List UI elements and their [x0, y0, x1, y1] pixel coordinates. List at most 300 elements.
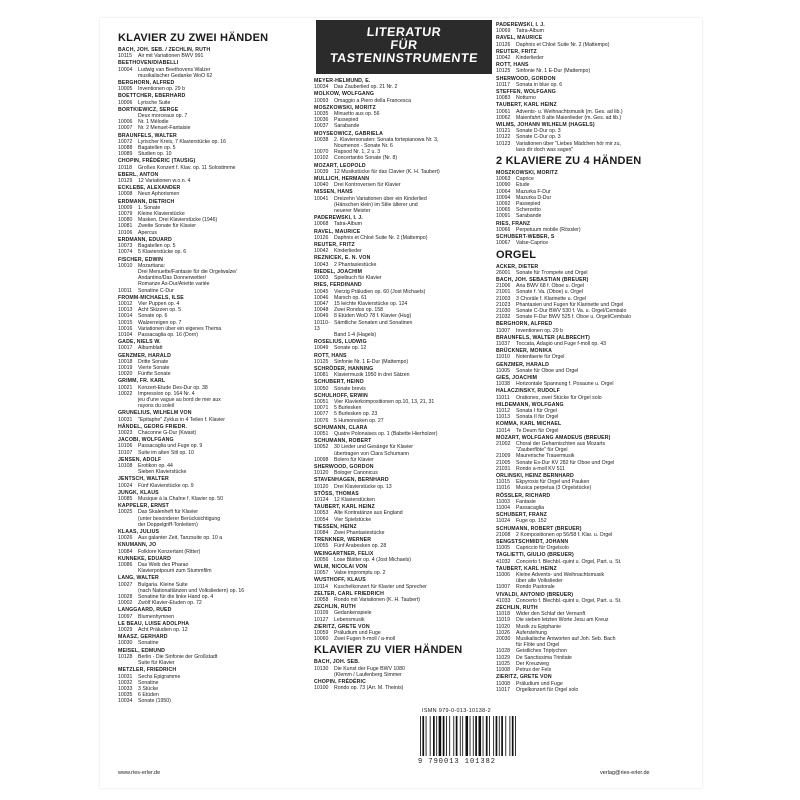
catalog-number: 10051: [314, 398, 329, 405]
work-row: [118, 151, 296, 157]
catalog-number: 10009: [118, 204, 133, 211]
work-title: Concerto f. Blechbl.-quint u. Orgel, Part. u. St.: [516, 597, 622, 604]
work-row: [496, 328, 692, 334]
catalog-number: 10060: [314, 636, 329, 643]
catalog-entry: [118, 237, 296, 256]
composer-name: SCHUMANN, ROBERT (BREUER): [496, 525, 582, 532]
catalog-number: 10107: [118, 449, 133, 456]
catalog-number: 10024: [118, 482, 133, 489]
work-row: [314, 617, 494, 623]
work-title: Sarabande: [516, 213, 542, 220]
catalog-number: 10010: [118, 262, 133, 269]
work-title: Noumenon - Sonate Nr. 6: [334, 143, 393, 150]
work-title: Blumenhymnen: [138, 613, 175, 620]
catalog-number: [118, 568, 138, 574]
work-row: [314, 484, 494, 490]
composer-name: STEFFEN, WOLFGANG: [496, 89, 556, 96]
work-row: [118, 345, 296, 351]
catalog-number: 41033: [496, 597, 511, 604]
work-row: [118, 230, 296, 236]
work-title: Kuschelkonzert für Klavier und Sprecher: [334, 583, 427, 590]
work-title: lass dir doch was sagen": [516, 146, 574, 153]
catalog-entry: [496, 321, 692, 333]
composer-name: RÖSSLER, RICHARD: [496, 492, 551, 499]
work-title: Das Skalenheft für Klavier: [138, 509, 198, 516]
catalog-number: 11024: [496, 518, 511, 525]
catalog-entry: [496, 221, 692, 233]
catalog-number: 10011: [118, 287, 133, 294]
work-title: Spielbuch für Klavier: [334, 275, 382, 282]
work-title: Lyrischer Kreis, 7 Klavierstücke op. 16: [138, 138, 227, 145]
catalog-number: 26001: [496, 269, 511, 276]
work-title: Suite im alten Stil op. 10: [138, 449, 194, 456]
work-title: Bulgaria. Kleine Suite: [138, 581, 188, 588]
work-title: rayons du soleil: [138, 403, 175, 410]
composer-name: LANG, WALTER: [118, 575, 159, 582]
composer-name: MULLICH, HERMANN: [314, 176, 370, 183]
work-title: Kleine Advents- und Weihnachtsmusik: [516, 572, 605, 579]
catalog-number: 10057: [314, 570, 329, 577]
catalog-entry: [118, 378, 296, 409]
work-row: [314, 84, 494, 90]
work-title: Fünf Klavierstücke op. 9: [138, 482, 194, 489]
work-row: [314, 123, 494, 129]
work-title: Romanze As-Dur/Ariette variée: [138, 281, 210, 288]
work-title: Concerto f. Blechbl.-quint u. Orgel, Part. u. St.: [516, 558, 622, 565]
work-title: Suite für Klavier: [138, 660, 175, 667]
catalog-number: 10093: [314, 97, 329, 104]
section-heading: KLAVIER ZU VIER HÄNDEN: [314, 644, 463, 657]
composer-name: GENZMER, HARALD: [118, 352, 171, 359]
composer-name: BORTKIEWICZ, SERGE: [118, 106, 179, 113]
catalog-number: 10120: [314, 483, 329, 490]
composer-name: STÖSS, THOMAS: [314, 490, 359, 497]
footer-url[interactable]: www.ries-erler.de: [118, 770, 161, 776]
work-row: [496, 381, 692, 387]
catalog-entry: [496, 335, 692, 347]
catalog-number: 10032: [118, 679, 133, 686]
work-title: Tatra-Album: [516, 28, 544, 35]
catalog-entry: [118, 556, 296, 575]
catalog-number: 10126: [496, 41, 511, 48]
catalog-entry: [118, 476, 296, 488]
catalog-number: 10002: [118, 600, 133, 607]
catalog-number: 10026: [118, 535, 133, 542]
catalog-entry: [314, 215, 494, 227]
work-title: Daphnis et Chloé Suite Nr. 2 (Mattempo): [334, 234, 428, 241]
work-row: [118, 430, 296, 436]
barcode-bar: [462, 716, 463, 756]
catalog-entry: [118, 60, 296, 79]
work-title: Mozartiana:: [138, 262, 166, 269]
catalog-number: 10004: [118, 66, 133, 73]
catalog-number: 21005: [496, 459, 511, 466]
catalog-number: 10035: [314, 111, 329, 118]
work-title: Berlin - Die Sinfonie der Großstadt: [138, 653, 218, 660]
catalog-number: 10020: [118, 371, 133, 378]
work-title: Sonatine C-Dur: [138, 287, 174, 294]
work-title: Sonate für Oboe und Orgel: [516, 367, 579, 374]
catalog-number: 21008: [496, 531, 511, 538]
column-middle: [314, 78, 494, 692]
composer-name: SHERWOOD, GORDON: [496, 75, 556, 82]
work-title: Sinfonie Nr. 1 E-Dur (Mattempo): [334, 358, 409, 365]
composer-name: SCHRÖDER, HANNING: [314, 365, 374, 372]
barcode-bar: [501, 716, 503, 756]
catalog-entry: [314, 255, 494, 267]
work-title: Vierzig Präludien op. 60 (Jost Michaels): [334, 288, 426, 295]
work-title: 3 Stücke: [138, 685, 159, 692]
catalog-number: 10041: [314, 195, 329, 202]
work-title: Sämtliche Sonaten und Sonatinen: [334, 319, 413, 326]
catalog-number: 10126: [314, 234, 329, 241]
catalog-number: 11005: [496, 367, 511, 374]
catalog-number: 10106: [118, 443, 133, 450]
work-row: [314, 169, 494, 175]
catalog-number: 11028: [496, 648, 511, 655]
catalog-number: 10109: [314, 610, 329, 617]
catalog-number: 10056: [314, 556, 329, 563]
catalog-number: 10108: [118, 463, 133, 469]
work-title: Sieben Klavierstücke: [138, 469, 187, 476]
catalog-number: 11026: [496, 629, 511, 636]
catalog-entry: [314, 353, 494, 365]
work-row: [118, 417, 296, 423]
work-row: [496, 341, 692, 347]
work-row: [118, 86, 296, 92]
composer-name: HILDEMANN, WOLFGANG: [496, 401, 564, 408]
catalog-number: [118, 403, 138, 409]
work-row: [496, 82, 692, 88]
work-title: Daphnis et Chloé Suite Nr. 2 (Mattempo): [516, 41, 610, 48]
barcode-bar: [439, 716, 442, 756]
work-title: 3 Choräle f. Klarinette u. Orgel: [516, 295, 587, 302]
work-title: Zwei Fugen h-moll / a-moll: [334, 636, 396, 643]
work-title: Gedankenspiele: [334, 610, 372, 617]
catalog-entry: [118, 172, 296, 184]
section-heading: ORGEL: [496, 248, 537, 261]
catalog-number: 10038: [314, 136, 329, 143]
catalog-number: 10006: [118, 119, 133, 126]
catalog-number: 10052: [314, 444, 329, 451]
catalog-entry: [496, 552, 692, 564]
work-title: Präludium und Fuge: [516, 680, 563, 687]
work-title: Mazurka D-Dur: [516, 194, 552, 201]
composer-name: KLAAS, JULIUS: [118, 529, 160, 536]
work-title: Vier Puppen op. 4: [138, 300, 180, 307]
barcode-number: 9 790013 101382: [418, 758, 497, 766]
work-title: Passacaglia: [516, 505, 544, 512]
composer-name: BACH, JOH. SEBASTIAN (BREUER): [496, 276, 589, 283]
composer-name: METZLER, FRIEDRICH: [118, 667, 177, 674]
barcode-bar: [483, 716, 484, 756]
work-title: Bolero für Klavier: [334, 456, 374, 463]
work-title: Die sieben letzten Worte Jesu am Kreuz: [516, 617, 609, 624]
work-row: [118, 568, 296, 574]
catalog-number: 10068: [314, 221, 329, 228]
work-title: Alte Kontratänze aus England: [334, 510, 403, 517]
catalog-entry: [314, 659, 494, 678]
work-row: [496, 559, 692, 565]
work-title: Advents- u. Weihnachtsmusik (m. Ges. ad lib.): [516, 108, 623, 115]
work-row: [118, 496, 296, 502]
work-row: [118, 100, 296, 106]
catalog-entry: [496, 388, 692, 400]
composer-name: RAVEL, MAURICE: [496, 35, 543, 42]
catalog-entry: [314, 438, 494, 463]
catalog-number: [314, 332, 334, 338]
work-title: Musique à la Chaîne f. Klavier op. 50: [138, 496, 224, 503]
work-title: Rondo a-moll KV 511: [516, 465, 565, 472]
work-title: Musica perpetua (3 Orgelstücke): [516, 485, 592, 492]
work-title: Etude: [516, 182, 530, 189]
work-title: Musikalische Antworten auf Joh. Seb. Bach: [516, 636, 616, 643]
catalog-entry: [314, 537, 494, 549]
catalog-number: 11017: [496, 686, 511, 693]
catalog-number: 21002: [496, 440, 511, 447]
work-title: Walzerreigen op. 7: [138, 319, 182, 326]
work-title: 12 Musikstücke für das Clavier (K. H. Taubert): [334, 168, 440, 175]
barcode-bar: [509, 716, 510, 756]
work-title: Sonatine: [138, 640, 159, 647]
catalog-entry: [496, 35, 692, 47]
composer-name: WEINGARTNER, FELIX: [314, 550, 374, 557]
work-row: [314, 470, 494, 476]
work-title: (unter besonderer Berücksichtigung: [138, 515, 221, 522]
catalog-number: 21031: [496, 465, 511, 472]
work-row: [496, 428, 692, 434]
work-row: [118, 600, 296, 606]
work-title: Fünfte Sonate: [138, 371, 171, 378]
catalog-number: 10033: [118, 685, 133, 692]
barcode: [418, 716, 518, 756]
catalog-number: 10080: [118, 217, 133, 224]
work-title: Passepied: [516, 201, 541, 208]
catalog-number: 10031: [118, 673, 133, 680]
work-row: [496, 584, 692, 590]
catalog-number: 10048: [314, 307, 329, 314]
catalog-entry: [496, 89, 692, 101]
catalog-entry: [496, 402, 692, 421]
work-row: [314, 530, 494, 536]
catalog-entry: [496, 592, 692, 604]
composer-name: RIEDEL, JOACHIM: [314, 268, 363, 275]
catalog-entry: [496, 493, 692, 512]
work-title: Impression op. 164 Nr. 4: [138, 390, 195, 397]
catalog-number: 10067: [496, 240, 511, 247]
catalog-number: [314, 208, 334, 214]
work-title: Passacaglia op. 16 (Dorn): [138, 331, 198, 338]
catalog-number: 10125: [314, 358, 329, 365]
work-row: [118, 660, 296, 666]
work-title: Rondo Pastorale: [516, 584, 555, 591]
work-title: Sonate brevis: [334, 385, 366, 392]
work-row: [496, 270, 692, 276]
catalog-number: 11006: [496, 572, 511, 579]
work-title: Quatre Polonaises op. 1 (Babette Hierholzer): [334, 430, 438, 437]
composer-name: MEYER-HELMUND, E.: [314, 78, 371, 84]
work-title: 5 Klavierstücke op. 6: [138, 249, 187, 256]
composer-name: SCHUMANN, CLARA: [314, 424, 368, 431]
composer-name: MOYSEOWICZ, GABRIELA: [314, 130, 383, 137]
work-title: Caprice: [516, 176, 534, 183]
work-row: [118, 73, 296, 79]
work-row: [496, 227, 692, 233]
work-row: [314, 248, 494, 254]
catalog-number: 10051: [314, 430, 329, 437]
work-title: Sonate für Trompete und Orgel: [516, 269, 588, 276]
catalog-number: 10091: [496, 213, 511, 220]
work-row: [314, 457, 494, 463]
catalog-number: 10115: [118, 53, 133, 60]
work-title: (nach Nationaltänzen und Volksliedern) op. 16: [138, 587, 245, 594]
catalog-entry: [118, 437, 296, 456]
catalog-number: 21030: [496, 307, 511, 314]
work-row: [314, 636, 494, 642]
work-title: Sonate Es-Dur KV 282 für Oboe und Orgel: [516, 459, 615, 466]
catalog-entry: [496, 170, 692, 220]
work-row: [118, 249, 296, 255]
work-row: [314, 208, 494, 214]
catalog-number: 10008: [118, 191, 133, 198]
catalog-number: 11020: [496, 623, 511, 630]
catalog-entry: [314, 591, 494, 603]
catalog-entry: [496, 435, 692, 472]
work-title: Sechs Epigramme: [138, 673, 181, 680]
work-title: 2 Kompositionen op 56/58 f. Klar. u. Orgel: [516, 531, 613, 538]
catalog-number: 10034: [118, 698, 133, 705]
work-row: [496, 518, 692, 524]
work-row: [496, 55, 692, 61]
catalog-number: 10031: [118, 416, 133, 423]
work-row: [496, 240, 692, 246]
work-row: [118, 53, 296, 59]
barcode-bar: [496, 716, 498, 756]
work-title: Sonate (1950): [138, 698, 171, 705]
composer-name: ZIERITZ, GRETE VON: [496, 674, 552, 681]
catalog-entry: [118, 199, 296, 236]
work-title: Kinderlieder: [516, 55, 544, 62]
composer-name: LANGGAARD, RUED: [118, 607, 172, 614]
work-title: Valse-Caprice: [516, 240, 549, 247]
catalog-number: [118, 660, 138, 666]
work-row: [496, 368, 692, 374]
catalog-entry: [496, 362, 692, 374]
catalog-entry: [118, 410, 296, 422]
composer-name: PADEREWSKI, I. J.: [314, 215, 363, 222]
work-title: Variationen über "Liebes Mädchen hör mir zu,: [516, 140, 621, 147]
footer-email[interactable]: verlag@ries-erler.de: [600, 770, 650, 776]
work-title: Lose Blätter op. 4 (Jost Michaels): [334, 556, 411, 563]
catalog-number: 10094: [496, 194, 511, 201]
barcode-bar: [453, 716, 454, 756]
catalog-number: 11003: [496, 498, 511, 505]
composer-name: SCHUBERT, FRANZ: [496, 512, 547, 519]
work-row: [314, 182, 494, 188]
work-row: [118, 535, 296, 541]
work-title: Omaggio a Piero della Francesca: [334, 97, 411, 104]
column-right: [496, 22, 692, 694]
composer-name: FISCHER, EDWIN: [118, 256, 164, 263]
work-title: Deux morceaux op. 7: [138, 113, 188, 120]
catalog-number: 10023: [118, 429, 133, 436]
catalog-number: 11011: [496, 394, 510, 401]
work-title: Bagatellen op. 5: [138, 145, 176, 152]
composer-name: SCHUBERT, HEINO: [314, 379, 364, 386]
catalog-number: 10036: [314, 117, 329, 124]
catalog-entry: [118, 353, 296, 378]
work-title: Studien op. 10: [138, 151, 172, 158]
composer-name: WILM, NICOLAI VON: [314, 564, 368, 571]
catalog-number: 10106: [118, 229, 133, 236]
barcode-bar: [430, 716, 431, 756]
catalog-number: 11029: [496, 654, 511, 661]
barcode-bar: [449, 716, 450, 756]
work-row: [314, 418, 494, 424]
catalog-entry: [314, 464, 494, 476]
work-title: 12 Variationen w.o.n. 4: [138, 178, 191, 185]
work-title: Der Kreuzweg: [516, 660, 549, 667]
catalog-number: [118, 522, 138, 528]
catalog-number: 10047: [314, 300, 329, 307]
catalog-entry: [118, 93, 296, 105]
catalog-number: 11019: [496, 617, 511, 624]
work-row: [314, 155, 494, 161]
catalog-number: 10130: [314, 665, 329, 672]
composer-name: SCHUMANN, ROBERT: [314, 438, 372, 445]
work-row: [314, 543, 494, 549]
work-title: "Epitaphe" Zyklus in 4 Teilen f. Klavier: [138, 416, 225, 423]
work-title: Andantino/Das Donnerwetter/: [138, 275, 207, 282]
composer-name: BERGHORN, ALFRED: [118, 80, 175, 87]
composer-name: NISSEN, HANS: [314, 189, 353, 196]
composer-name: REUTER, FRITZ: [314, 242, 355, 249]
work-row: [314, 98, 494, 104]
work-title: Passacaglia und Fuge op. 9: [138, 443, 203, 450]
catalog-number: 10013: [118, 307, 133, 314]
composer-name: SHERWOOD, GORDON: [314, 463, 374, 470]
catalog-number: 11007: [496, 584, 511, 591]
catalog-number: 21003: [496, 295, 511, 302]
composer-name: SCHULHOFF, ERWIN: [314, 392, 368, 399]
work-title: Klaviermusik 1950 in drei Sätzen: [334, 372, 410, 379]
composer-name: MEISEL, EDMUND: [118, 647, 166, 654]
work-row: [496, 68, 692, 74]
catalog-number: 10049: [314, 313, 329, 320]
work-title: Klavierpotpourri zum Stummfilm: [138, 568, 212, 575]
composer-name: ZIERITZ, GRETE VON: [314, 623, 370, 630]
catalog-number: 41032: [496, 558, 511, 565]
work-title: Ludwig van Beethovens Walzer: [138, 66, 211, 73]
catalog-number: 11038: [496, 381, 511, 388]
composer-name: HALACZINSKY, RUDOLF: [496, 388, 560, 395]
catalog-entry: [314, 163, 494, 175]
work-title: 2 Phantasiestücke: [334, 261, 377, 268]
catalog-number: 10066: [496, 226, 511, 233]
work-title: 5 Burlesken: [334, 405, 362, 412]
catalog-number: 10030: [118, 640, 133, 647]
work-row: [118, 627, 296, 633]
work-title: Aria BWV 68 f. Oboe u. Orgel: [516, 283, 585, 290]
composer-name: RIES, FRANZ: [496, 220, 531, 227]
catalog-number: 10127: [314, 616, 329, 623]
catalog-entry: [314, 229, 494, 241]
work-row: [496, 505, 692, 511]
composer-name: MOLKOW, WOLFGANG: [314, 91, 375, 98]
work-title: Bologer Canonicus: [334, 470, 378, 477]
work-title: Sonatine für die linke Hand op. 4: [138, 594, 214, 601]
composer-name: ERDMANN, EDUARD: [118, 236, 172, 243]
